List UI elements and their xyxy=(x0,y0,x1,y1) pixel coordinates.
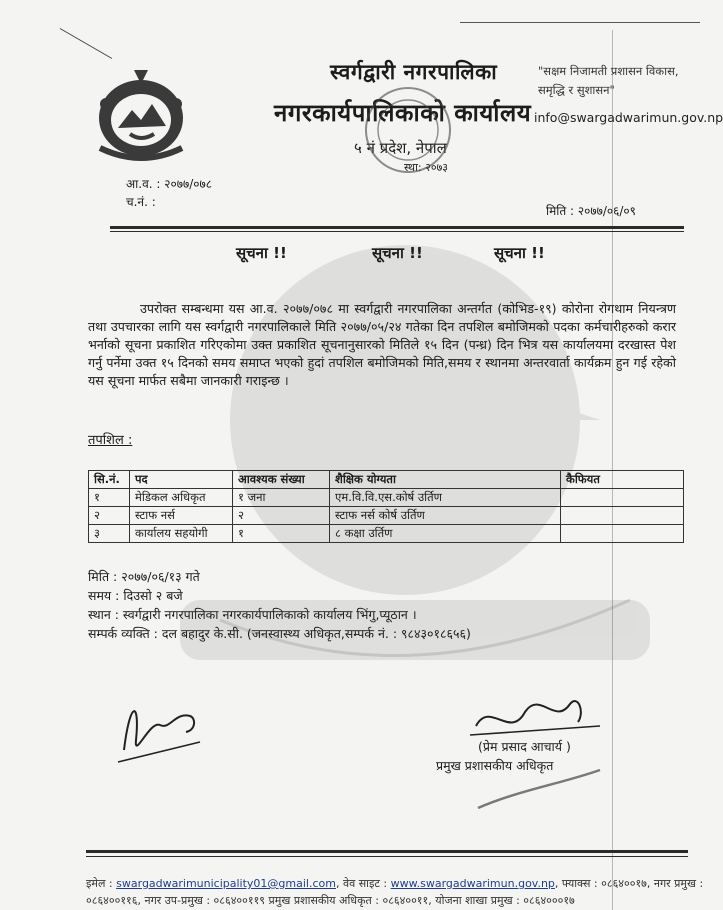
cell-post: कार्यालय सहयोगी xyxy=(130,525,233,543)
office-motto: "सक्षम निजामती प्रशासन विकास, समृद्धि र सुशासन" xyxy=(538,64,679,97)
footer-rule-thin xyxy=(86,856,688,857)
col-qualification: शैक्षिक योग्यता xyxy=(330,471,561,489)
office-name: स्वर्गद्वारी नगरपालिका xyxy=(330,60,498,84)
letter-date: मिति : २०७७/०६/०९ xyxy=(546,204,636,218)
cell-number: २ xyxy=(233,507,330,525)
cell-sn: २ xyxy=(89,507,130,525)
interview-date: मिति : २०७७/०६/१३ गते xyxy=(88,569,200,584)
contact-person: सम्पर्क व्यक्ति : दल बहादुर के.सी. (जनस्वास्थ्य अधिकृत,सम्पर्क नं. : ९८४३०१८६५६) xyxy=(88,626,471,641)
cell-post: स्टाफ नर्स xyxy=(130,507,233,525)
established-year: स्था: २०७३ xyxy=(404,161,449,174)
signer-title: प्रमुख प्रशासकीय अधिकृत xyxy=(436,758,554,773)
cell-sn: १ xyxy=(89,489,130,507)
interview-venue: स्थान : स्वर्गद्वारी नगरपालिका नगरकार्यपालिकाको कार्यालय भिंगु,प्यूठान । xyxy=(88,607,417,622)
reference-number: च.नं. : xyxy=(126,195,156,209)
cell-post: मेडिकल अधिकृत xyxy=(130,489,233,507)
office-title: नगरकार्यपालिकाको कार्यालय xyxy=(274,99,532,127)
office-email: info@swargadwarimun.gov.np xyxy=(534,110,723,125)
footer-line-1 xyxy=(86,876,703,891)
footer-website-label: , वेव साइट : xyxy=(335,877,388,890)
office-address: ५ नं प्रदेश, नेपाल xyxy=(354,139,447,157)
col-post: पद xyxy=(130,471,233,489)
cell-sn: ३ xyxy=(89,525,130,543)
col-remarks: कैफियत xyxy=(561,471,684,489)
notice-heading-3: सूचना !! xyxy=(494,244,545,262)
fiscal-year: आ.व. : २०७७/०७८ xyxy=(126,177,212,191)
col-required-number: आवश्यक संख्या xyxy=(233,471,330,489)
notice-heading-2: सूचना !! xyxy=(372,244,423,262)
details-label: तपशिल : xyxy=(88,433,133,448)
notice-body: उपरोक्त सम्बन्धमा यस आ.व. २०७७/०७८ मा स्वर्गद्वारी नगरपालिका अन्तर्गत (कोभिड-१९) कोरोना रोगथाम नियन्त्रण तथा उपचारका लागि यस स्वर्गद्वारी नगरपालिकाले मिति २०७७/०५/२४ गतेका दिन तपशिल बमोजिमको पदका कर्मचारीहरुको करार भर्नाको सूचना प्रकाशित गरिएकोमा उक्त प्रकाशित सूचनानुसारको मितिले १५ दिन (पन्ध्र) दिन भित्र यस कार्यालयमा दरखास्त पेश गर्नु पर्नेमा उक्त १५ दिनको समय समाप्त भएको हुदां तपशिल बमोजिमको मिति,समय र स्थानमा अन्तरवार्ता कार्यक्रम हुन गई रहेको यस सूचना मार्फत सबैमा जानकारी गराइन्छ । xyxy=(88,301,676,388)
col-sn: सि.नं. xyxy=(89,471,130,489)
interview-time: समय : दिउसो २ बजे xyxy=(88,588,183,603)
cell-qualification: एम.वि.वि.एस.कोर्ष उर्तिण xyxy=(330,489,561,507)
cell-number: १ जना xyxy=(233,489,330,507)
footer-email-label: इमेल : xyxy=(86,877,113,890)
notice-heading-1: सूचना !! xyxy=(236,244,287,262)
footer-line-2: ०८६४००११६, नगर उप-प्रमुख : ०८६४००११९ प्रमुख प्रशासकीय अधिकृत : ०८६४००११, योजना शाखा प्रमुख : ०८६४०००१७ xyxy=(86,894,575,907)
footer-email-link[interactable]: swargadwarimunicipality01@gmail.com xyxy=(116,877,336,890)
cell-qualification: स्टाफ नर्स कोर्ष उर्तिण xyxy=(330,507,561,525)
cell-qualification: ८ कक्षा उर्तिण xyxy=(330,525,561,543)
footer-rule xyxy=(86,850,688,853)
footer-website-link[interactable]: www.swargadwarimun.gov.np xyxy=(390,877,555,890)
cell-number: १ xyxy=(233,525,330,543)
footer-contacts: , फ्याक्स : ०८६४००१७, नगर प्रमुख : xyxy=(554,877,704,890)
signer-name: (प्रेम प्रसाद आचार्य ) xyxy=(478,739,571,754)
